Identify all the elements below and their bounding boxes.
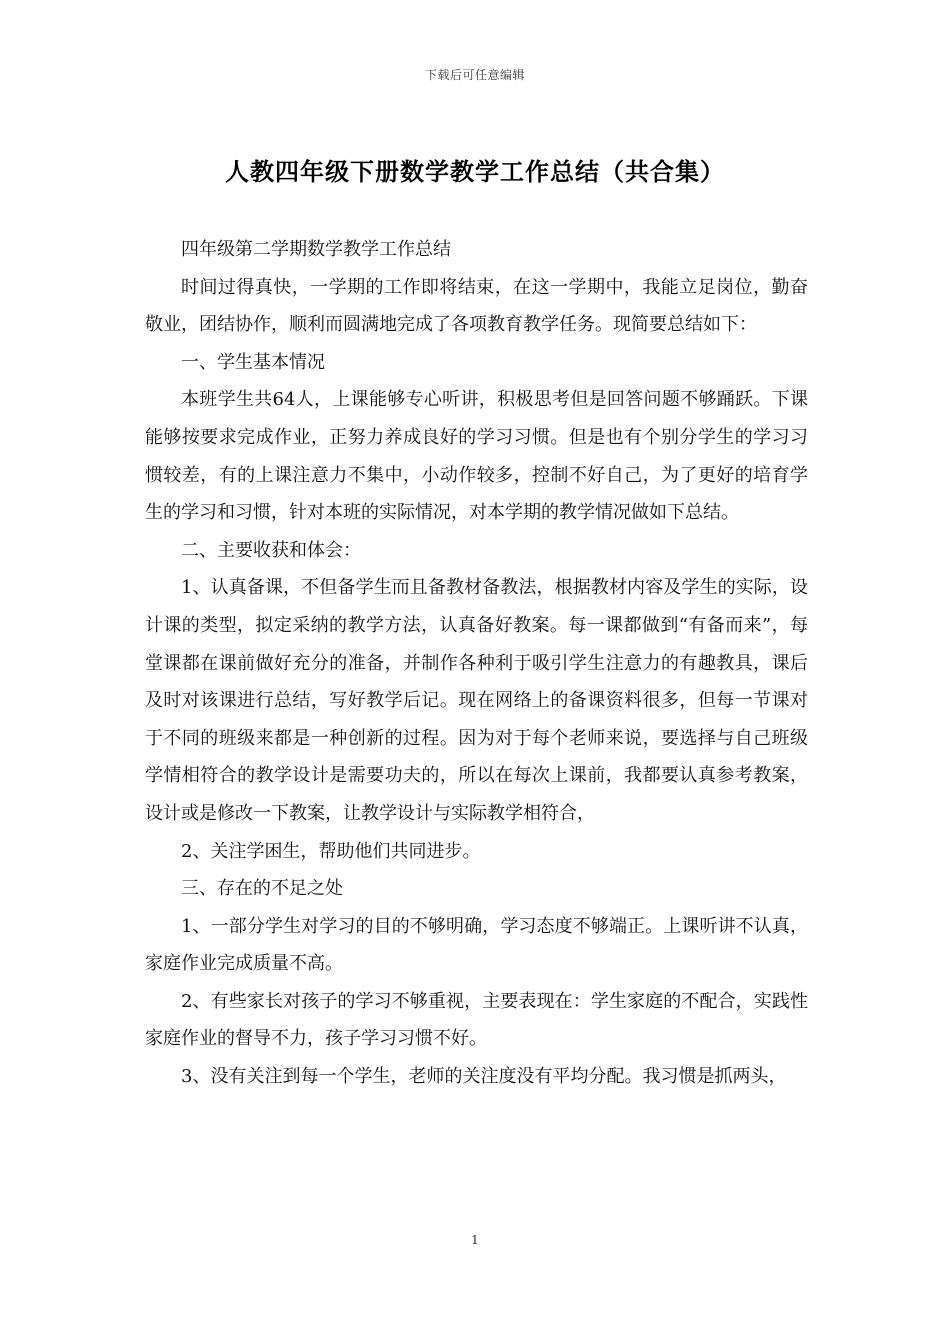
page-number: 1 (471, 1233, 479, 1247)
section-heading-students: 一、学生基本情况 (181, 351, 325, 373)
section-subtitle: 四年级第二学期数学教学工作总结 (181, 239, 451, 260)
shortcomings-item-2: 2、有些家长对孩子的学习不够重视，主要表现在：学生家庭的不配合，实践性家庭作业的督导不力，孩子学习习惯不好。 (145, 990, 808, 1050)
document-body (145, 231, 808, 1096)
intro-paragraph: 时间过得真快，一学期的工作即将结束，在这一学期中，我能立足岗位，勤奋敬业，团结协作，顺利而圆满地完成了各项教育教学任务。现简要总结如下： (145, 276, 808, 336)
page-header-note: 下载后可任意编辑 (424, 68, 525, 82)
gains-item-2: 2、关注学困生，帮助他们共同进步。 (181, 840, 481, 862)
document-title: 人教四年级下册数学教学工作总结（共合集） (225, 157, 725, 186)
gains-item-1: 1、认真备课，不但备学生而且备教材备教法，根据教材内容及学生的实际，设计课的类型，拟定采纳的教学方法，认真备好教案。每一课都做到“有备而来”，每堂课都在课前做好充分的准备，并制作各种利于吸引学生注意力的有趣教具，课后及时对该课进行总结，写好教学后记。现在网络上的备课资料很多，但每一节课对于不同的班级来都是一种创新的过程。因为对于每个老师来说，要选择与自己班级学情相符合的教学设计是需要功夫的，所以在每次上课前，我都要认真参考教案，设计或是修改一下教案，让教学设计与实际教学相符合， (145, 577, 808, 824)
section-heading-shortcomings: 三、存在的不足之处 (181, 878, 343, 900)
shortcomings-item-3: 3、没有关注到每一个学生，老师的关注度没有平均分配。我习惯是抓两头， (181, 1066, 787, 1088)
shortcomings-item-1: 1、一部分学生对学习的目的不够明确，学习态度不够端正。上课听讲不认真，家庭作业完成质量不高。 (145, 915, 808, 975)
section-heading-gains: 二、主要收获和体会： (181, 539, 361, 561)
students-paragraph: 本班学生共64人，上课能够专心听讲，积极思考但是回答问题不够踊跃。下课能够按要求完成作业，正努力养成良好的学习习惯。但是也有个别分学生的学习习惯较差，有的上课注意力不集中，小动作较多，控制不好自己，为了更好的培育学生的学习和习惯，针对本班的实际情况，对本学期的教学情况做如下总结。 (145, 389, 808, 524)
